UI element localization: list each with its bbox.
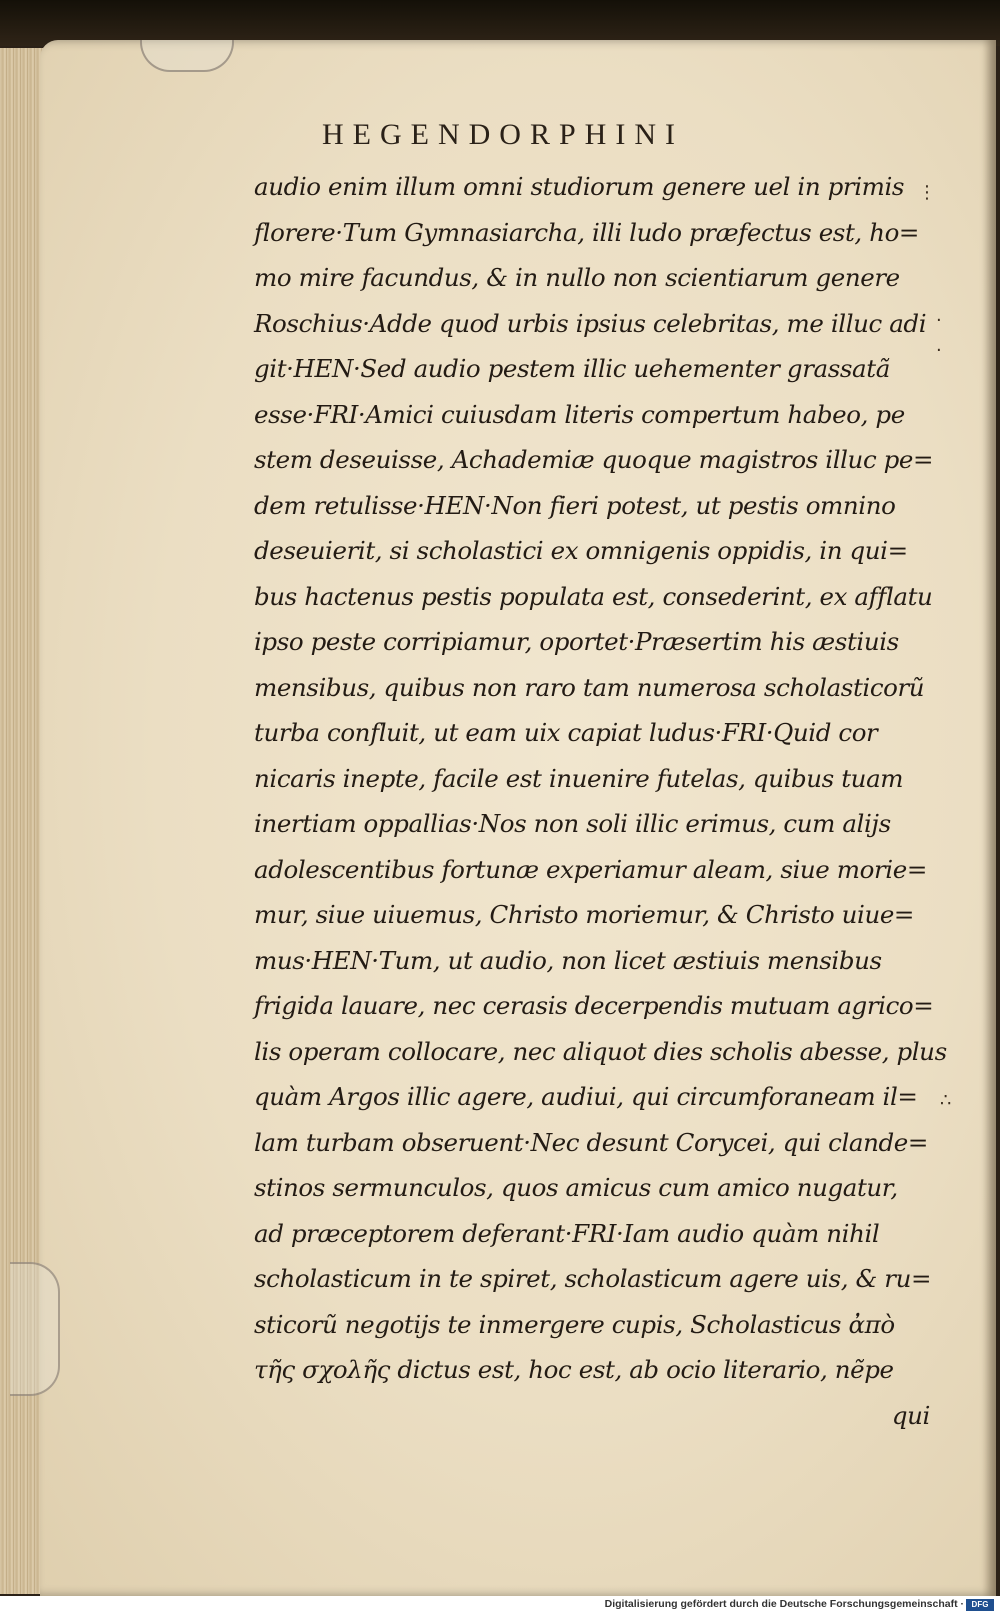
- text-line: stem deseuisse, Achademiæ quoque magistros illuc pe=: [254, 445, 934, 474]
- text-line: qui: [891, 1400, 930, 1430]
- text-line: florere·Tum Gymnasiarcha, illi ludo præfectus est, ho=: [254, 217, 920, 247]
- text-line: ipso peste corripiamur, oportet·Præsertim his æstiuis: [254, 627, 899, 656]
- text-line: inertiam oppallias·Nos non soli illic erimus, cum alijs: [254, 809, 891, 838]
- text-block: [254, 164, 947, 1438]
- text-line: audio enim illum omni studiorum genere uel in primis: [254, 172, 905, 201]
- paper-clip-left: [10, 1262, 60, 1396]
- text-line: frigida lauare, nec cerasis decerpendis mutuam agrico=: [254, 991, 934, 1020]
- text-line: stinos sermunculos, quos amicus cum amico nugatur,: [254, 1173, 898, 1202]
- margin-mark: ·: [936, 310, 942, 331]
- text-line: τῆς σχολῆς dictus est, hoc est, ab ocio literario, nẽpe: [254, 1355, 894, 1384]
- footer-credit: Digitalisierung gefördert durch die Deutsche Forschungsgemeinschaft ·: [604, 1598, 964, 1610]
- text-line: esse·FRI·Amici cuiusdam literis compertum habeo, pe: [254, 399, 905, 429]
- margin-mark: ⋮: [918, 182, 936, 203]
- text-line: dem retulisse·HEN·Non fieri potest, ut pestis omnino: [254, 490, 896, 520]
- text-line: ad præceptorem deferant·FRI·Iam audio quàm nihil: [254, 1218, 880, 1248]
- text-line: mo mire facundus, & in nullo non scientiarum genere: [254, 263, 900, 292]
- text-line: Roschius·Adde quod urbis ipsius celebritas, me illuc adi: [254, 308, 927, 338]
- text-line: mus·HEN·Tum, ut audio, non licet æstiuis mensibus: [254, 945, 882, 975]
- text-line: mur, siue uiuemus, Christo moriemur, & Christo uiue=: [254, 900, 915, 929]
- text-line: scholasticum in te spiret, scholasticum agere uis, & ru=: [254, 1264, 932, 1293]
- margin-mark: ∴: [940, 1090, 952, 1111]
- paper-clip-top: [140, 40, 234, 72]
- text-line: adolescentibus fortunæ experiamur aleam, siue morie=: [254, 854, 927, 884]
- text-line: deseuierit, si scholastici ex omnigenis oppidis, in qui=: [254, 536, 908, 565]
- dfg-logo-icon: DFG: [966, 1599, 994, 1611]
- text-line: lam turbam obseruent·Nec desunt Corycei, qui clande=: [254, 1127, 929, 1157]
- text-line: turba confluit, ut eam uix capiat ludus·FRI·Quid cor: [254, 718, 878, 747]
- text-line: lis operam collocare, nec aliquot dies scholis abesse, plus: [254, 1036, 947, 1066]
- text-line: quàm Argos illic agere, audiui, qui circumforaneam il=: [254, 1082, 918, 1111]
- running-head: HEGENDORPHINI: [322, 118, 684, 151]
- margin-mark: ·: [936, 340, 942, 361]
- text-line: sticorũ negotijs te inmergere cupis, Scholasticus ἀπὸ: [254, 1309, 895, 1339]
- text-line: bus hactenus pestis populata est, consederint, ex afflatu: [254, 581, 933, 611]
- page-edge-shadow: [982, 40, 996, 1596]
- text-line: git·HEN·Sed audio pestem illic uehementer grassatã: [254, 354, 890, 383]
- text-line: mensibus, quibus non raro tam numerosa scholasticorũ: [254, 672, 925, 702]
- text-line: nicaris inepte, facile est inuenire futelas, quibus tuam: [254, 763, 904, 793]
